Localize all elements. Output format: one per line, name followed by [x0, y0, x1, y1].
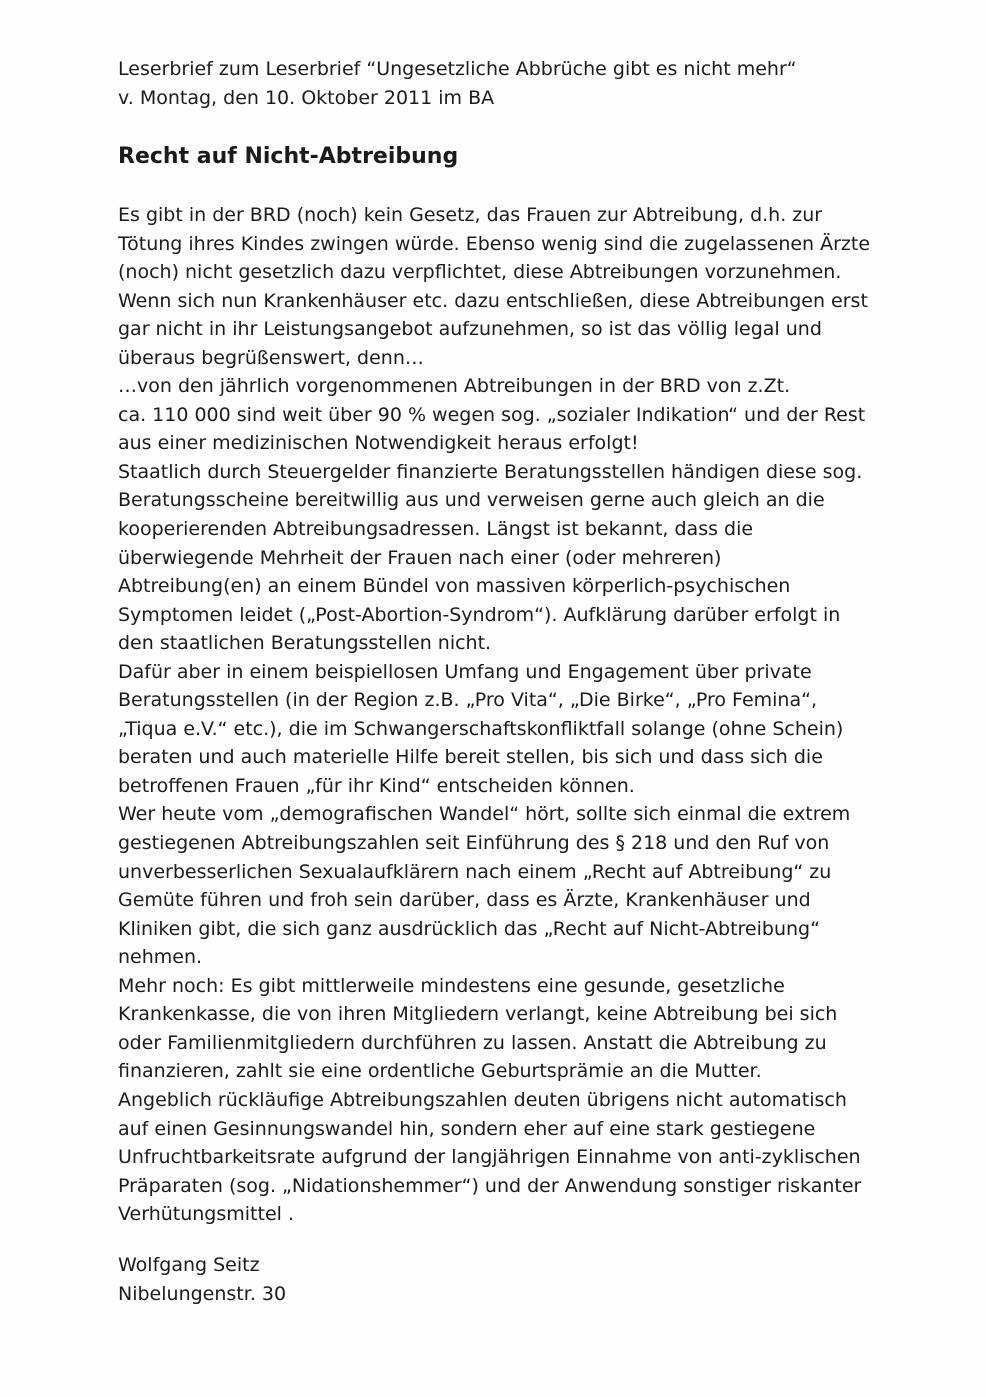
body-text-line: nehmen. [118, 946, 203, 969]
body-text-line: kooperierenden Abtreibungsadressen. Längst ist bekannt, dass die [118, 518, 754, 541]
body-text-line: beraten und auch materielle Hilfe bereit stellen, bis sich und dass sich die [118, 746, 823, 769]
header-date-line: v. Montag, den 10. Oktober 2011 im BA [118, 86, 495, 109]
body-text-line: Staatlich durch Steuergelder finanzierte Beratungsstellen händigen diese sog. [118, 460, 863, 483]
body-text-line: Beratungsscheine bereitwillig aus und verweisen gerne auch gleich an die [118, 489, 825, 512]
body-text-line: gar nicht in ihr Leistungsangebot aufzunehmen, so ist das völlig legal und [118, 318, 822, 341]
body-text-line: Unfruchtbarkeitsrate aufgrund der langjährigen Einnahme von anti-zyklischen [118, 1146, 861, 1169]
body-text-line: aus einer medizinischen Notwendigkeit heraus erfolgt! [118, 432, 639, 455]
author-address: Nibelungenstr. 30 [118, 1282, 287, 1305]
body-text-line: „Tiqua e.V.“ etc.), die im Schwangerschaftskonfliktfall solange (ohne Schein) [118, 717, 844, 740]
body-text-line: Symptomen leidet („Post-Abortion-Syndrom“). Aufklärung darüber erfolgt in [118, 603, 841, 626]
body-text-line: Wer heute vom „demografischen Wandel“ hört, sollte sich einmal die extrem [118, 803, 851, 826]
body-text-line: unverbesserlichen Sexualaufklärern nach einem „Recht auf Abtreibung“ zu [118, 860, 832, 883]
letter-header [118, 55, 797, 112]
body-text-line: …von den jährlich vorgenommenen Abtreibungen in der BRD von z.Zt. [118, 375, 791, 398]
body-text-line: betroffenen Frauen „für ihr Kind“ entscheiden können. [118, 774, 635, 797]
body-text-line: Tötung ihres Kindes zwingen würde. Ebenso wenig sind die zugelassenen Ärzte [118, 232, 871, 255]
letter-headline: Recht auf Nicht-Abtreibung [118, 144, 459, 169]
signature-block [118, 1251, 286, 1308]
body-text-line: Mehr noch: Es gibt mittlerweile mindestens eine gesunde, gesetzliche [118, 974, 785, 997]
letter-body [118, 201, 918, 1229]
body-text-line: Angeblich rückläufige Abtreibungszahlen deuten übrigens nicht automatisch [118, 1088, 847, 1111]
body-text-line: Präparaten (sog. „Nidationshemmer“) und der Anwendung sonstiger riskanter [118, 1174, 862, 1197]
body-text-line: gestiegenen Abtreibungszahlen seit Einführung des § 218 und den Ruf von [118, 832, 830, 855]
author-name: Wolfgang Seitz [118, 1254, 260, 1276]
body-text-line: Gemüte führen und froh sein darüber, dass es Ärzte, Krankenhäuser und [118, 889, 811, 912]
body-text-line: Kliniken gibt, die sich ganz ausdrücklich das „Recht auf Nicht-Abtreibung“ [118, 917, 820, 940]
body-text-line: finanzieren, zahlt sie eine ordentliche Geburtsprämie an die Mutter. [118, 1060, 762, 1083]
body-text-line: Wenn sich nun Krankenhäuser etc. dazu entschließen, diese Abtreibungen erst [118, 289, 868, 312]
body-text-line: Es gibt in der BRD (noch) kein Gesetz, das Frauen zur Abtreibung, d.h. zur [118, 204, 823, 226]
body-text-line: auf einen Gesinnungswandel hin, sondern eher auf eine stark gestiegene [118, 1117, 816, 1140]
body-text-line: Dafür aber in einem beispiellosen Umfang und Engagement über private [118, 660, 812, 683]
body-text-line: Krankenkasse, die von ihren Mitgliedern verlangt, keine Abtreibung bei sich [118, 1003, 838, 1026]
body-text-line: Beratungsstellen (in der Region z.B. „Pro Vita“, „Die Birke“, „Pro Femina“, [118, 689, 817, 712]
header-reference-line: Leserbrief zum Leserbrief “Ungesetzliche Abbrüche gibt es nicht mehr“ [118, 58, 797, 80]
body-text-line: den staatlichen Beratungsstellen nicht. [118, 632, 492, 655]
body-text-line: Verhütungsmittel . [118, 1203, 295, 1226]
body-text-line: Abtreibung(en) an einem Bündel von massiven körperlich-psychischen [118, 575, 791, 598]
body-text-line: überaus begrüßenswert, denn… [118, 346, 424, 369]
body-text-line: oder Familienmitgliedern durchführen zu lassen. Anstatt die Abtreibung zu [118, 1031, 827, 1054]
body-text-line: ca. 110 000 sind weit über 90 % wegen sog. „sozialer Indikation“ und der Rest [118, 403, 866, 426]
body-text-line: überwiegende Mehrheit der Frauen nach einer (oder mehreren) [118, 546, 722, 569]
body-text-line: (noch) nicht gesetzlich dazu verpflichtet, diese Abtreibungen vorzunehmen. [118, 261, 842, 284]
